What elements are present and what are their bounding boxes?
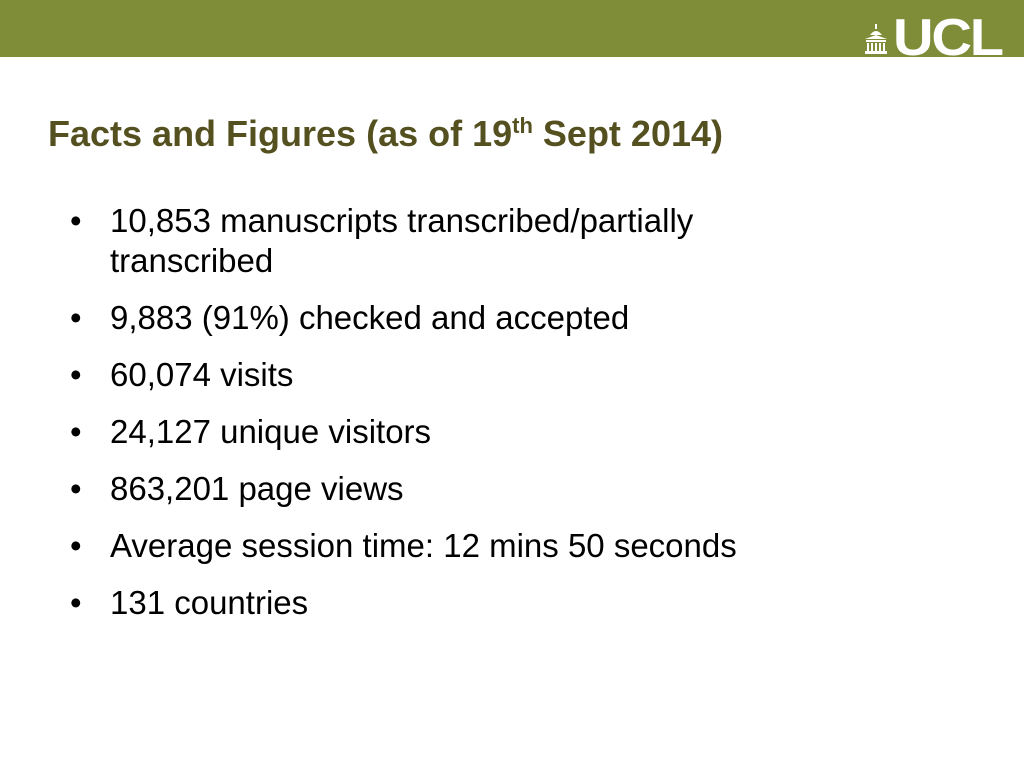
bullet-icon: • [70, 202, 82, 239]
bullet-icon: • [70, 299, 82, 336]
ucl-logo [863, 9, 1003, 67]
bullet-list [70, 201, 890, 640]
bullet-item-checked [70, 298, 890, 338]
logo-text: UCL [893, 9, 1003, 67]
bullet-text: Average session time: 12 mins 50 seconds [110, 527, 737, 564]
bullet-icon: • [70, 470, 82, 507]
bullet-item-unique-visitors [70, 412, 890, 452]
bullet-text: 60,074 visits [110, 356, 294, 393]
bullet-text: 10,853 manuscripts transcribed/partially [110, 202, 694, 239]
page-title [48, 112, 723, 156]
bullet-text: 24,127 unique visitors [110, 413, 432, 450]
title-rest: Sept 2014) [532, 113, 723, 154]
bullet-icon: • [70, 527, 82, 564]
bullet-item-session-time [70, 526, 890, 566]
bullet-item-page-views [70, 469, 890, 509]
title-superscript: th [512, 113, 533, 138]
bullet-text-continued: transcribed [110, 242, 274, 279]
bullet-text: 131 countries [110, 584, 309, 621]
bullet-icon: • [70, 584, 82, 621]
bullet-item-manuscripts [70, 201, 890, 281]
bullet-text: 863,201 page views [110, 470, 404, 507]
bullet-item-countries [70, 583, 890, 623]
header-bar [0, 0, 1024, 67]
title-main: Facts and Figures (as of 19 [48, 113, 513, 154]
bullet-icon: • [70, 356, 82, 393]
bullet-text: 9,883 (91%) checked and accepted [110, 299, 630, 336]
portico-icon [863, 24, 889, 54]
bullet-item-visits [70, 355, 890, 395]
bullet-icon: • [70, 413, 82, 450]
